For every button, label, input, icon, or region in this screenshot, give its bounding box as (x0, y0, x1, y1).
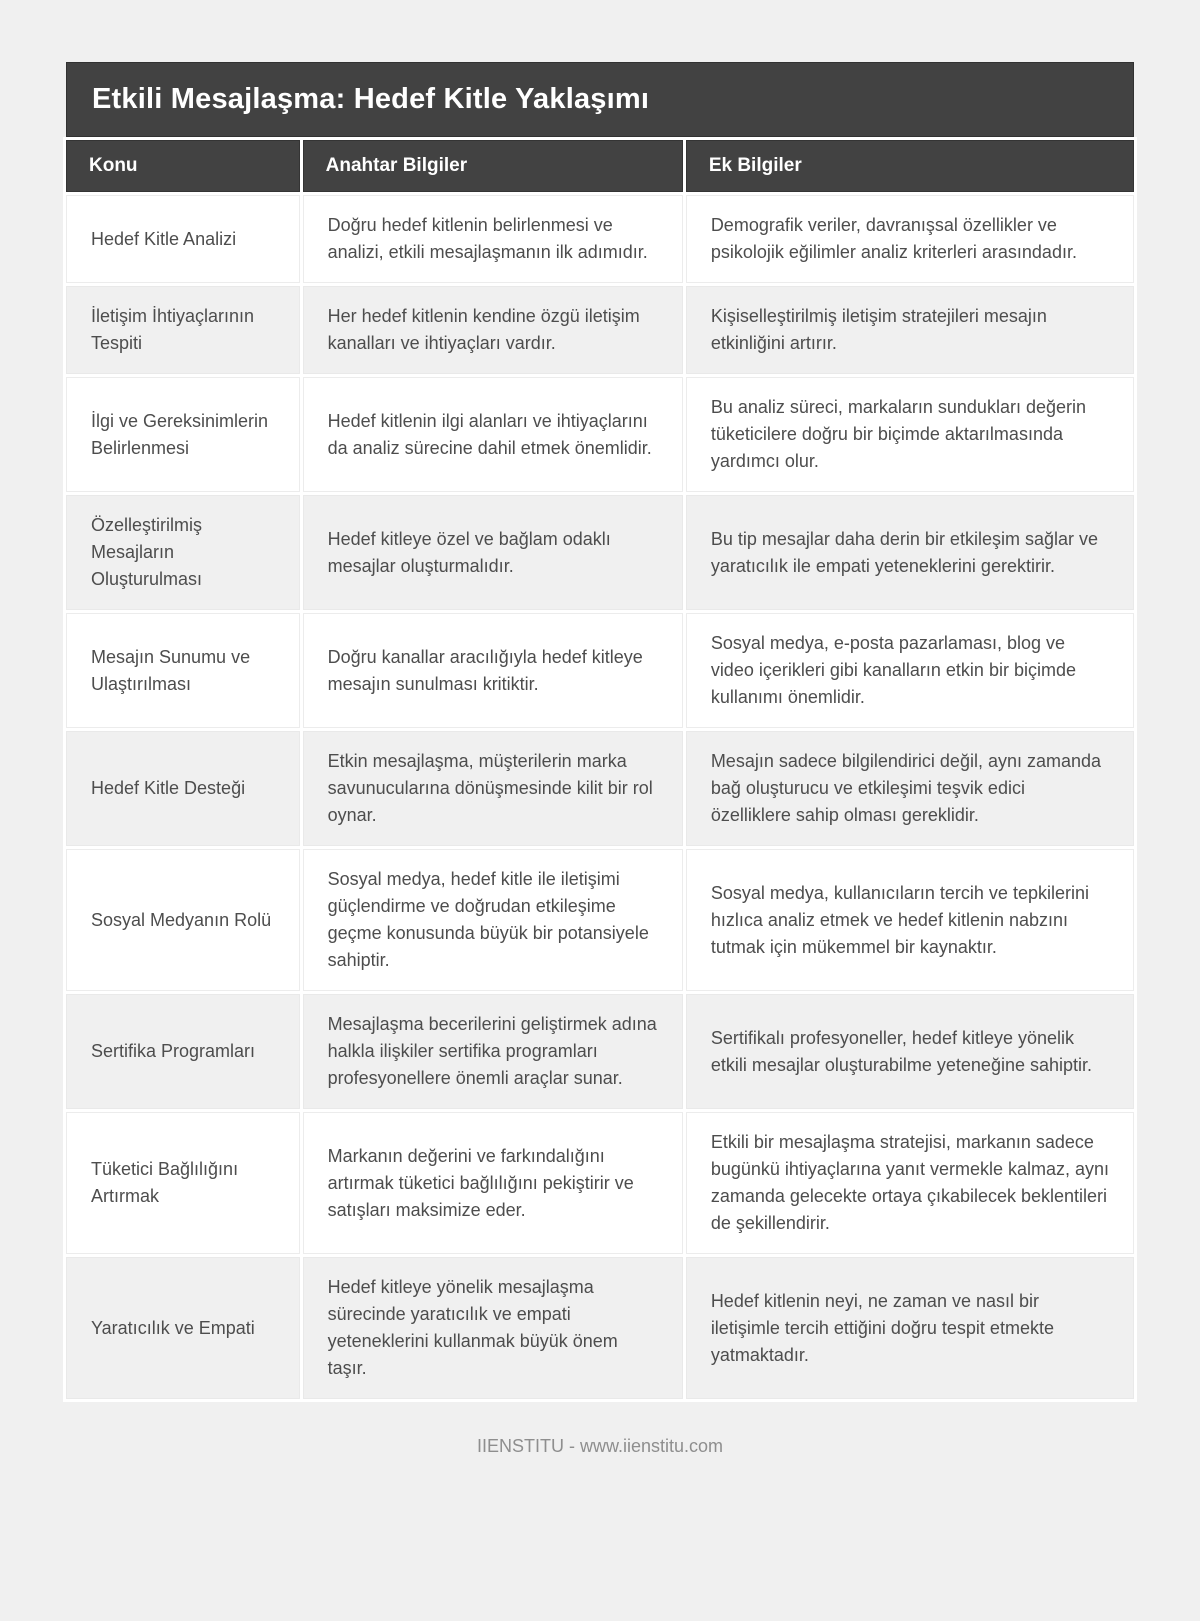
cell-anahtar-bilgiler: Hedef kitlenin ilgi alanları ve ihtiyaçlarını da analiz sürecine dahil etmek önemlidir. (303, 377, 683, 492)
table-row (66, 195, 1134, 283)
cell-konu: İlgi ve Gereksinimlerin Belirlenmesi (66, 377, 300, 492)
table-body (66, 195, 1134, 1399)
column-header-konu: Konu (66, 140, 300, 192)
table-row (66, 1257, 1134, 1399)
cell-ek-bilgiler: Etkili bir mesajlaşma stratejisi, markanın sadece bugünkü ihtiyaçlarına yanıt vermekle kalmaz, aynı zamanda gelecekte ortaya çıkabilecek beklentileri de şekillendirir. (686, 1112, 1134, 1254)
cell-konu: Özelleştirilmiş Mesajların Oluşturulması (66, 495, 300, 610)
cell-anahtar-bilgiler: Sosyal medya, hedef kitle ile iletişimi güçlendirme ve doğrudan etkileşime geçme konusunda büyük bir potansiyele sahiptir. (303, 849, 683, 991)
table-row (66, 613, 1134, 728)
table-row (66, 286, 1134, 374)
cell-konu: Tüketici Bağlılığını Artırmak (66, 1112, 300, 1254)
column-header-anahtar-bilgiler: Anahtar Bilgiler (303, 140, 683, 192)
table-row (66, 1112, 1134, 1254)
cell-ek-bilgiler: Sertifikalı profesyoneller, hedef kitleye yönelik etkili mesajlar oluşturabilme yeteneğine sahiptir. (686, 994, 1134, 1109)
page-title: Etkili Mesajlaşma: Hedef Kitle Yaklaşımı (66, 62, 1134, 137)
cell-ek-bilgiler: Sosyal medya, kullanıcıların tercih ve tepkilerini hızlıca analiz etmek ve hedef kitlenin nabzını tutmak için mükemmel bir kaynaktır. (686, 849, 1134, 991)
footer-credit: IIENSTITU - www.iienstitu.com (476, 1436, 724, 1456)
table-header (66, 140, 1134, 192)
cell-konu: Sertifika Programları (66, 994, 300, 1109)
page-container (66, 0, 1134, 1457)
table-header-row (66, 140, 1134, 192)
cell-konu: Sosyal Medyanın Rolü (66, 849, 300, 991)
table-row (66, 994, 1134, 1109)
cell-anahtar-bilgiler: Doğru hedef kitlenin belirlenmesi ve analizi, etkili mesajlaşmanın ilk adımıdır. (303, 195, 683, 283)
cell-konu: Mesajın Sunumu ve Ulaştırılması (66, 613, 300, 728)
cell-ek-bilgiler: Hedef kitlenin neyi, ne zaman ve nasıl bir iletişimle tercih ettiğini doğru tespit etmekte yatmaktadır. (686, 1257, 1134, 1399)
cell-anahtar-bilgiler: Her hedef kitlenin kendine özgü iletişim kanalları ve ihtiyaçları vardır. (303, 286, 683, 374)
cell-ek-bilgiler: Demografik veriler, davranışsal özellikler ve psikolojik eğilimler analiz kriterleri arasındadır. (686, 195, 1134, 283)
cell-ek-bilgiler: Sosyal medya, e-posta pazarlaması, blog ve video içerikleri gibi kanalların etkin bir biçimde kullanımı önemlidir. (686, 613, 1134, 728)
cell-anahtar-bilgiler: Etkin mesajlaşma, müşterilerin marka savunucularına dönüşmesinde kilit bir rol oynar. (303, 731, 683, 846)
table-row (66, 377, 1134, 492)
cell-konu: İletişim İhtiyaçlarının Tespiti (66, 286, 300, 374)
cell-konu: Hedef Kitle Analizi (66, 195, 300, 283)
cell-ek-bilgiler: Bu tip mesajlar daha derin bir etkileşim sağlar ve yaratıcılık ile empati yeteneklerini gerektirir. (686, 495, 1134, 610)
table-row (66, 495, 1134, 610)
table-row (66, 849, 1134, 991)
cell-anahtar-bilgiler: Markanın değerini ve farkındalığını artırmak tüketici bağlılığını pekiştirir ve satışları maksimize eder. (303, 1112, 683, 1254)
cell-anahtar-bilgiler: Hedef kitleye özel ve bağlam odaklı mesajlar oluşturmalıdır. (303, 495, 683, 610)
cell-ek-bilgiler: Kişiselleştirilmiş iletişim stratejileri mesajın etkinliğini artırır. (686, 286, 1134, 374)
cell-ek-bilgiler: Mesajın sadece bilgilendirici değil, aynı zamanda bağ oluşturucu ve etkileşimi teşvik edici özelliklere sahip olması gereklidir. (686, 731, 1134, 846)
table-row (66, 731, 1134, 846)
cell-ek-bilgiler: Bu analiz süreci, markaların sundukları değerin tüketicilere doğru bir biçimde aktarılmasında yardımcı olur. (686, 377, 1134, 492)
cell-anahtar-bilgiler: Doğru kanallar aracılığıyla hedef kitleye mesajın sunulması kritiktir. (303, 613, 683, 728)
cell-anahtar-bilgiler: Hedef kitleye yönelik mesajlaşma sürecinde yaratıcılık ve empati yeteneklerini kullanmak büyük önem taşır. (303, 1257, 683, 1399)
cell-konu: Hedef Kitle Desteği (66, 731, 300, 846)
content-table (63, 137, 1137, 1402)
column-header-ek-bilgiler: Ek Bilgiler (686, 140, 1134, 192)
cell-anahtar-bilgiler: Mesajlaşma becerilerini geliştirmek adına halkla ilişkiler sertifika programları profesyonellere önemli araçlar sunar. (303, 994, 683, 1109)
cell-konu: Yaratıcılık ve Empati (66, 1257, 300, 1399)
